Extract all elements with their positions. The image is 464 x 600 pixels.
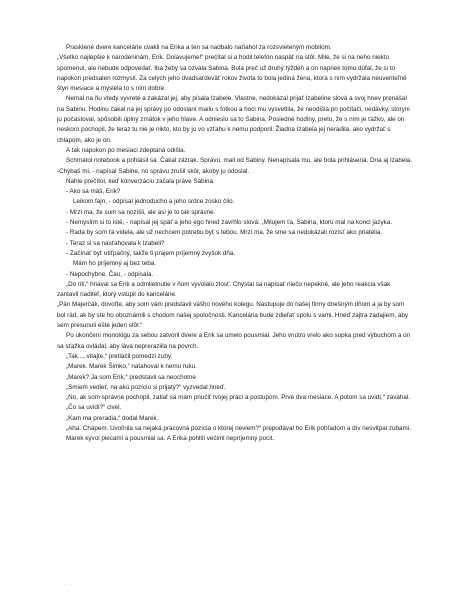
paragraph: Schmatol notebook a prihlásil sa. Čakal zázrak. Správu, mail od Sabiny. Nenapísala mu, ale bola prihlásená. Dna aj Izabela.: [66, 157, 413, 165]
paragraph: „Čo sa uvidí?“ civel.: [66, 404, 122, 412]
paragraph: „Kam ma preradia,“ dodal Marek.: [66, 414, 159, 422]
paragraph: „No, ak som správne pochopil, zatiaľ sa mám priučiť tvojej práci a postupom. Prvé dva mesiace. A potom sa uvidí,“ zaváhal.: [66, 394, 411, 402]
paragraph: - Rada by som ťa videla, ale už nechcem potrebu byť s tebou. Mrzí ma, že sme sa nedokázali rozísť ako priatelia.: [66, 229, 383, 237]
paragraph: Nahle prečítol, keď konverzáciu začala práve Sabina.: [66, 177, 215, 185]
paragraph: - Nemyslím si to isté, - napísal jej späť a jeho ego hned zavrhlo slová: „Milujem ťa, Sabina, ktorú mal na konci jazyka.: [66, 219, 393, 227]
paragraph: „Tak..., vitajte,“ pretlačil pomedzi zuby.: [66, 352, 173, 360]
body-text: [57, 43, 413, 445]
paragraph: „Všetko najlepšie k narodeninám, Erik. Dolavujeme!“ prečítal si a hodil telefón naspäť na stôl. Mile, že si na neho niekto spomenul, ale nebude odpovedať. Iba žeby sa ozvala Sabina. Bola preč už druhý týždeň a on napriek tomu dúfal, že si to napokon predsalen rozmyslí. Za celých jeho dvadsaťdeväť rokov života to bola jediná žena, ktorá s ním vydržala neuveriteľné štyri mesiace a myslela to s ním dobre.: [57, 54, 409, 93]
paragraph: „Aha. Chápem. Uvoľnila sa nejaká pracovná pozícia o ktorej neviem?“ prepodával ho Erik pohľadom a dív nesvitpal zubami.: [66, 424, 411, 432]
paragraph: - Ako sa máš, Erik?: [66, 188, 121, 196]
paragraph: Marek kývol plecami a pousmial sa. A Erika pohltil večiml nepríjemný pocit.: [66, 435, 275, 443]
paragraph: Leikom fajn, - odpísal jednoducho a jeho srdce zosko čilo.: [73, 198, 235, 206]
paragraph: „Pán Majerčák, dovoľte, aby som vám predstavil vášho nového kolegu. Nastupuje do našej firmy dnešným dňom a ja by som bol rád, ak by ste ho oboznámili s chodom našej spoločnosti. Kancelária bude zdieľať spolu s vami. Hneď zajtra zadajiem, aby sem presunuli ešte jeden stôl.“: [57, 301, 410, 330]
paragraph: - Nepochybne. Čau, - odpísala.: [66, 270, 154, 278]
paragraph: „Marek. Marek Šimko,“ natahoval k nemu ruku.: [66, 363, 197, 371]
paragraph: „Smiem vedieť, na akú pozíciu si prijatý?“ vyzvedal hneď.: [66, 383, 226, 391]
paragraph: - Teraz si sa nasťahovala k Izabeli?: [66, 239, 165, 247]
paragraph: A tak napokon po mesiaci zdeptaná odišla.: [66, 146, 186, 154]
paragraph: - Začínať byť utiťpačný, takže ti prajem príjemný zvyšok dňa.: [66, 249, 236, 257]
paragraph: „Marek? Ja som Erik,“ predstavil sa neochotne: [66, 373, 196, 381]
paragraph: -Chýbaš mi, - napísal Sabine, no správu zrušil skôr, akoby ju odoslal.: [57, 167, 250, 175]
paragraph: - Mrzí ma, že som sa nozišli, ale asi je to tak správne.: [66, 208, 216, 216]
page-footer-mark: · · ·: [59, 582, 74, 588]
paragraph: Po ukončení monológu za sebou zatvoril dvere a Erik sa umelo pousmial. Jeho vnútro vrelo ako sopka pred výbuchom a on sa sťažka ovládal, aby láva nepreraziila na povrch.: [57, 332, 412, 350]
paragraph: „Do riti,“ hnaval sa Erik a odmlietnutie v ňom vyvolalo zlosť. Chystal sa napísať niečo nepekné, ale jeho reakcia však zantavil riaditeľ, ktorý vstúpil do kancelárie.: [57, 280, 393, 299]
paragraph: Prasklené dvere kancelárie cvakli na Erika a ten sa nadbalo naťiahol za rozsvieteným mobilom.: [66, 44, 332, 51]
paragraph: Mám ho príjemný aj bez teba.: [73, 260, 156, 268]
paragraph: Nemal na ňu vtedy vyvreté a zakázal jej, aby písala Izabele. Vlastne, nedokázal prijať Izabeline slová a svoj hnev prenášal na Sabinu. Hodinu čakal na jej správy po odoslaní mailu s fotkou a hoci mu vysvetlila, že neodišla pri počítači, nedávky, storyni ju počastoval, spôsobili úplný zmätok v jeho hlave. A odnieslo sa to Sabina. Posledné hodiny, preto, že s ním je ťažko, ale on neskoro pochopil, že teraz tu nie je nikto, kto by ju vo vzťahu k nemu podporil. Žiadna Izabela jej neradila, ako vydržať s chlapom, ako je on.: [57, 95, 412, 144]
